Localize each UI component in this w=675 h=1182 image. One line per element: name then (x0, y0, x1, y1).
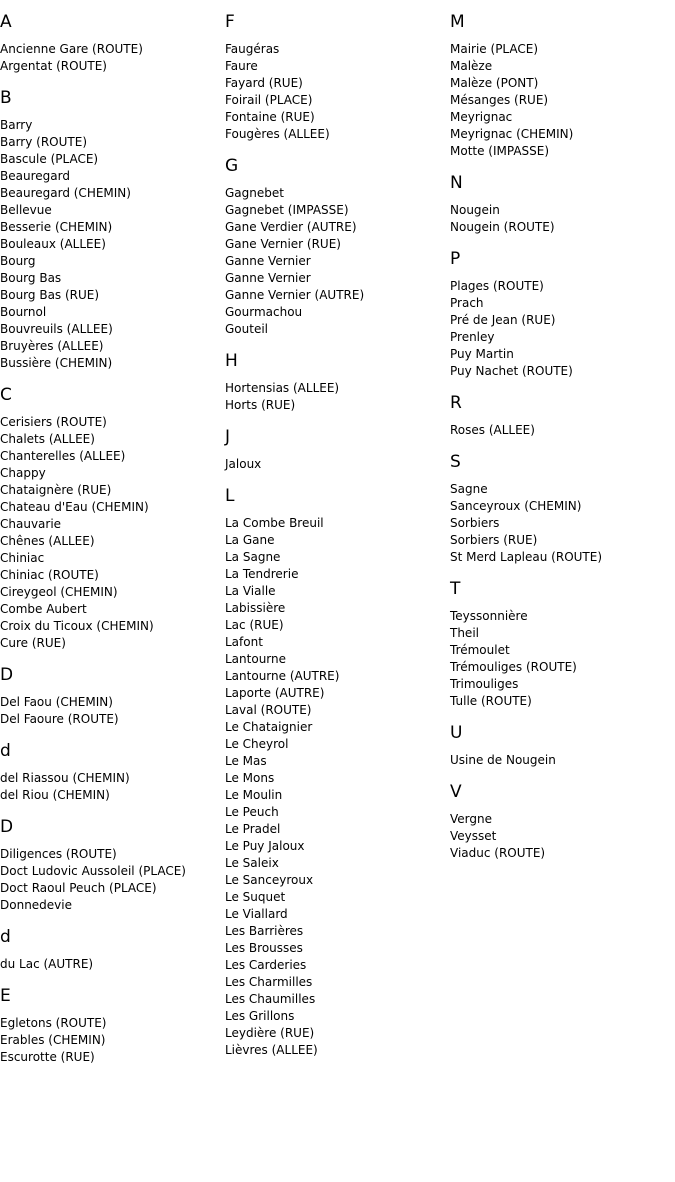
section-letter-heading: C (0, 385, 12, 405)
street-link[interactable]: Lac (RUE) (225, 618, 284, 632)
letter-section (450, 451, 675, 566)
letter-section (0, 816, 225, 914)
section-letter-heading: R (450, 393, 462, 413)
street-list (450, 278, 675, 380)
street-link[interactable]: Chanterelles (ALLEE) (0, 449, 126, 463)
street-link[interactable]: La Combe Breuil (225, 516, 324, 530)
street-link[interactable]: Chênes (ALLEE) (0, 534, 95, 548)
letter-section (0, 87, 225, 372)
street-link[interactable]: Ganne Vernier (225, 254, 311, 268)
street-link[interactable]: Ganne Vernier (AUTRE) (225, 288, 365, 302)
street-link[interactable]: Bouleaux (ALLEE) (0, 237, 106, 251)
street-link[interactable]: del Riassou (CHEMIN) (0, 771, 130, 785)
street-link[interactable]: Gagnebet (IMPASSE) (225, 203, 349, 217)
street-list (225, 515, 450, 1059)
street-list (450, 811, 675, 862)
street-link[interactable]: Ganne Vernier (225, 271, 311, 285)
street-link[interactable]: Les Grillons (225, 1009, 295, 1023)
street-link[interactable]: Les Brousses (225, 941, 303, 955)
street-link[interactable]: Trimouliges (450, 677, 519, 691)
street-link[interactable]: Chataignère (RUE) (0, 483, 112, 497)
street-list (450, 422, 675, 439)
street-list (0, 846, 225, 914)
street-link[interactable]: Donnedevie (0, 898, 72, 912)
street-link[interactable]: Croix du Ticoux (CHEMIN) (0, 619, 154, 633)
street-link[interactable]: Bournol (0, 305, 47, 319)
section-letter-heading: S (450, 452, 461, 472)
section-letter-heading: H (225, 351, 238, 371)
street-list (0, 41, 225, 75)
street-link[interactable]: du Lac (AUTRE) (0, 957, 94, 971)
street-link[interactable]: Puy Nachet (ROUTE) (450, 364, 573, 378)
street-link[interactable]: Tulle (ROUTE) (450, 694, 532, 708)
section-letter-heading: E (0, 986, 11, 1006)
letter-section (0, 384, 225, 652)
letter-section (225, 11, 450, 143)
street-link[interactable]: Prenley (450, 330, 495, 344)
section-letter-heading: d (0, 741, 11, 761)
street-link[interactable]: St Merd Lapleau (ROUTE) (450, 550, 603, 564)
street-list (0, 770, 225, 804)
street-link[interactable]: Gouteil (225, 322, 269, 336)
street-link[interactable]: Bascule (PLACE) (0, 152, 99, 166)
street-link[interactable]: del Riou (CHEMIN) (0, 788, 110, 802)
letter-section (0, 985, 225, 1066)
street-link[interactable]: Le Moulin (225, 788, 283, 802)
street-link[interactable]: Doct Ludovic Aussoleil (PLACE) (0, 864, 186, 878)
letter-section (450, 248, 675, 380)
letter-section (450, 722, 675, 769)
street-link[interactable]: Chappy (0, 466, 46, 480)
letter-section (0, 740, 225, 804)
street-link[interactable]: Cireygeol (CHEMIN) (0, 585, 118, 599)
street-link[interactable]: Del Faou (CHEMIN) (0, 695, 113, 709)
street-link[interactable]: Puy Martin (450, 347, 514, 361)
street-list (225, 185, 450, 338)
street-link[interactable]: Les Chaumilles (225, 992, 316, 1006)
street-link[interactable]: Cerisiers (ROUTE) (0, 415, 107, 429)
street-link[interactable]: Chiniac (0, 551, 45, 565)
street-link[interactable]: Le Cheyrol (225, 737, 289, 751)
street-link[interactable]: Teyssonnière (450, 609, 528, 623)
street-link[interactable]: Barry (0, 118, 33, 132)
street-link[interactable]: Fontaine (RUE) (225, 110, 315, 124)
street-link[interactable]: Les Carderies (225, 958, 307, 972)
street-link[interactable]: Gourmachou (225, 305, 303, 319)
street-link[interactable]: Roses (ALLEE) (450, 423, 535, 437)
letter-section (0, 664, 225, 728)
street-link[interactable]: Diligences (ROUTE) (0, 847, 117, 861)
section-letter-heading: M (450, 12, 465, 32)
street-link[interactable]: Le Puy Jaloux (225, 839, 305, 853)
street-link[interactable]: Chateau d'Eau (CHEMIN) (0, 500, 149, 514)
letter-section (450, 11, 675, 160)
street-list (450, 41, 675, 160)
street-link[interactable]: Bouvreuils (ALLEE) (0, 322, 113, 336)
street-link[interactable]: Erables (CHEMIN) (0, 1033, 106, 1047)
street-link[interactable]: Horts (RUE) (225, 398, 296, 412)
street-link[interactable]: Labissière (225, 601, 286, 615)
street-link[interactable]: Bruyères (ALLEE) (0, 339, 104, 353)
street-list (0, 694, 225, 728)
street-link[interactable]: Sorbiers (RUE) (450, 533, 538, 547)
street-index-column-3 (450, 0, 675, 874)
street-link[interactable]: Gagnebet (225, 186, 284, 200)
street-link[interactable]: Combe Aubert (0, 602, 87, 616)
street-list (225, 380, 450, 414)
street-link[interactable]: Del Faoure (ROUTE) (0, 712, 119, 726)
street-list (225, 41, 450, 143)
street-link[interactable]: Gane Vernier (RUE) (225, 237, 341, 251)
street-link[interactable]: Plages (ROUTE) (450, 279, 544, 293)
street-link[interactable]: Le Viallard (225, 907, 288, 921)
section-letter-heading: d (0, 927, 11, 947)
street-link[interactable]: Bourg Bas (RUE) (0, 288, 100, 302)
street-link[interactable]: Le Mas (225, 754, 267, 768)
street-link[interactable]: Ancienne Gare (ROUTE) (0, 42, 143, 56)
letter-section (0, 11, 225, 75)
street-index-column-1 (0, 0, 225, 1078)
street-link[interactable]: Besserie (CHEMIN) (0, 220, 113, 234)
section-letter-heading: U (450, 723, 463, 743)
street-link[interactable]: Trémoulet (450, 643, 510, 657)
street-link[interactable]: Laporte (AUTRE) (225, 686, 325, 700)
street-link[interactable]: Viaduc (ROUTE) (450, 846, 546, 860)
street-link[interactable]: Pré de Jean (RUE) (450, 313, 556, 327)
street-list (0, 414, 225, 652)
letter-section (450, 172, 675, 236)
letter-section (225, 350, 450, 414)
street-link[interactable]: Lantourne (AUTRE) (225, 669, 340, 683)
section-letter-heading: N (450, 173, 463, 193)
street-link[interactable]: Mésanges (RUE) (450, 93, 549, 107)
street-link[interactable]: La Sagne (225, 550, 281, 564)
letter-section (225, 426, 450, 473)
street-list (450, 752, 675, 769)
street-link[interactable]: Le Saleix (225, 856, 279, 870)
street-link[interactable]: Nougein (ROUTE) (450, 220, 555, 234)
street-link[interactable]: Bussière (CHEMIN) (0, 356, 113, 370)
street-link[interactable]: Barry (ROUTE) (0, 135, 87, 149)
street-link[interactable]: Foirail (PLACE) (225, 93, 313, 107)
street-link[interactable]: Lantourne (225, 652, 287, 666)
street-link[interactable]: Le Sanceyroux (225, 873, 314, 887)
street-link[interactable]: Malèze (450, 59, 493, 73)
street-link[interactable]: Beauregard (CHEMIN) (0, 186, 131, 200)
street-link[interactable]: Escurotte (RUE) (0, 1050, 95, 1064)
letter-section (450, 578, 675, 710)
street-link[interactable]: La Gane (225, 533, 275, 547)
street-list (450, 202, 675, 236)
street-link[interactable]: La Vialle (225, 584, 276, 598)
street-link[interactable]: Bellevue (0, 203, 52, 217)
letter-section (450, 392, 675, 439)
section-letter-heading: V (450, 782, 462, 802)
street-link[interactable]: Sorbiers (450, 516, 500, 530)
street-link[interactable]: Usine de Nougein (450, 753, 556, 767)
street-link[interactable]: Faugéras (225, 42, 280, 56)
letter-section (225, 155, 450, 338)
street-link[interactable]: Malèze (PONT) (450, 76, 539, 90)
street-link[interactable]: Gane Verdier (AUTRE) (225, 220, 357, 234)
street-list (0, 1015, 225, 1066)
street-list (450, 608, 675, 710)
street-list (450, 481, 675, 566)
street-link[interactable]: Les Barrières (225, 924, 304, 938)
letter-section (450, 781, 675, 862)
street-link[interactable]: Meyrignac (450, 110, 513, 124)
street-link[interactable]: Trémouliges (ROUTE) (450, 660, 577, 674)
street-link[interactable]: Argentat (ROUTE) (0, 59, 107, 73)
street-link[interactable]: Bourg (0, 254, 36, 268)
street-index-column-2 (225, 0, 450, 1071)
street-link[interactable]: Doct Raoul Peuch (PLACE) (0, 881, 157, 895)
street-link[interactable]: Nougein (450, 203, 500, 217)
section-letter-heading: F (225, 12, 235, 32)
street-list (0, 117, 225, 372)
letter-section (225, 485, 450, 1059)
street-link[interactable]: Cure (RUE) (0, 636, 66, 650)
section-letter-heading: T (450, 579, 461, 599)
street-link[interactable]: Sagne (450, 482, 488, 496)
street-link[interactable]: Le Mons (225, 771, 275, 785)
street-link[interactable]: Chauvarie (0, 517, 62, 531)
street-link[interactable]: Bourg Bas (0, 271, 62, 285)
street-link[interactable]: Vergne (450, 812, 492, 826)
section-letter-heading: B (0, 88, 12, 108)
street-link[interactable]: Egletons (ROUTE) (0, 1016, 107, 1030)
section-letter-heading: P (450, 249, 461, 269)
street-link[interactable]: Sanceyroux (CHEMIN) (450, 499, 582, 513)
street-link[interactable]: Prach (450, 296, 484, 310)
street-link[interactable]: Meyrignac (CHEMIN) (450, 127, 574, 141)
street-link[interactable]: Theil (450, 626, 479, 640)
street-link[interactable]: Leydière (RUE) (225, 1026, 315, 1040)
street-link[interactable]: Lièvres (ALLEE) (225, 1043, 318, 1057)
street-list (0, 956, 225, 973)
street-link[interactable]: Beauregard (0, 169, 70, 183)
section-letter-heading: L (225, 486, 235, 506)
section-letter-heading: A (0, 12, 12, 32)
street-link[interactable]: Laval (ROUTE) (225, 703, 312, 717)
street-link[interactable]: Veysset (450, 829, 497, 843)
street-link[interactable]: Faure (225, 59, 258, 73)
street-link[interactable]: Jaloux (225, 457, 262, 471)
street-link[interactable]: Le Peuch (225, 805, 279, 819)
street-link[interactable]: Le Pradel (225, 822, 281, 836)
street-link[interactable]: Le Chataignier (225, 720, 313, 734)
street-link[interactable]: Fougères (ALLEE) (225, 127, 330, 141)
section-letter-heading: D (0, 817, 14, 837)
street-list (225, 456, 450, 473)
street-link[interactable]: Chalets (ALLEE) (0, 432, 95, 446)
street-link[interactable]: Chiniac (ROUTE) (0, 568, 99, 582)
section-letter-heading: D (0, 665, 14, 685)
section-letter-heading: J (225, 427, 231, 447)
street-link[interactable]: Le Suquet (225, 890, 286, 904)
street-link[interactable]: Lafont (225, 635, 263, 649)
street-link[interactable]: La Tendrerie (225, 567, 299, 581)
street-link[interactable]: Les Charmilles (225, 975, 313, 989)
street-link[interactable]: Motte (IMPASSE) (450, 144, 550, 158)
street-link[interactable]: Hortensias (ALLEE) (225, 381, 340, 395)
letter-section (0, 926, 225, 973)
section-letter-heading: G (225, 156, 239, 176)
street-link[interactable]: Fayard (RUE) (225, 76, 303, 90)
street-link[interactable]: Mairie (PLACE) (450, 42, 539, 56)
